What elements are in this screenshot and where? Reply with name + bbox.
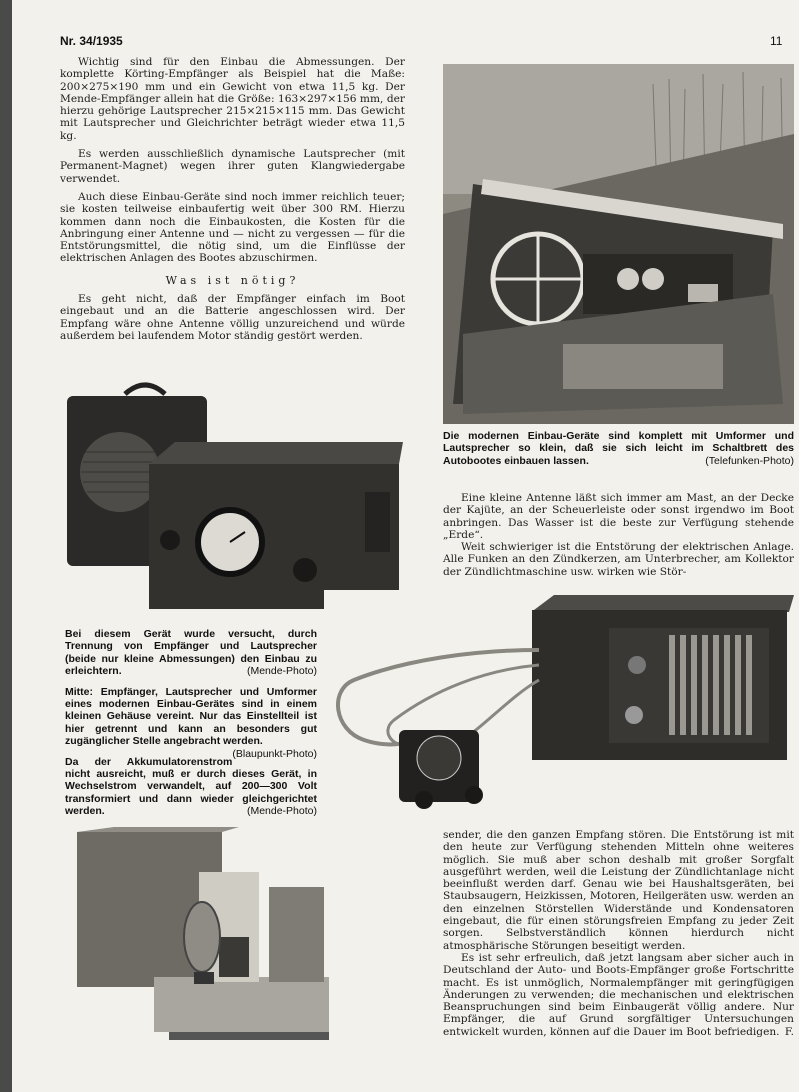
signature: F. <box>784 1026 794 1039</box>
caption-text: Die modernen Einbau-Geräte sind komplett mit Umformer und Lautsprecher so klein, daß sie sich leicht im Schaltbrett des Autobootes einbauen lassen. <box>443 430 794 467</box>
paragraph: Wichtig sind für den Einbau die Abmessungen. Der komplette Körting-Empfänger als Beispiel hat die Maße: 200×275×190 mm und ein Gewicht von etwa 11,5 kg. Der Mende-Empfänger allein hat die Größe: 163×297×156 mm, der hierzu gehörige Lautsprecher 215×215×115 mm. Das Gewicht mit Lautsprecher und Gleichrichter beträgt wieder etwa 11,5 kg. <box>60 56 405 142</box>
right-column-bottom-text <box>443 829 794 1038</box>
combined-set-image <box>324 590 794 822</box>
right-column-top-text <box>443 492 794 578</box>
paragraph: Es geht nicht, daß der Empfänger einfach im Boot eingebaut und an die Batterie angeschlossen wird. Der Empfang wäre ohne Antenne völlig unzureichend und würde außerdem bei laufendem Motor ständig gestört werden. <box>60 293 405 342</box>
photo-credit: (Blaupunkt-Photo) <box>232 747 317 760</box>
captions-left <box>65 628 317 826</box>
page-number: 11 <box>770 34 783 48</box>
paragraph: Auch diese Einbau-Geräte sind noch immer reichlich teuer; sie kosten teilweise einbaufertig weit über 300 RM. Hierzu kommen dann noch die Einbaukosten, die Kosten für die Anbringung einer Antenne und — nicht zu vergessen — für die Entstörungsmittel, die nötig sind, um die Einflüsse der elektrischen Anlagen des Bootes abzuschirmen. <box>60 190 405 265</box>
photo-credit: (Mende-Photo) <box>246 805 317 818</box>
receiver-speaker-image <box>65 372 403 617</box>
converter-image <box>74 827 344 1047</box>
caption-converter <box>65 756 317 818</box>
caption-text: Da der Akkumulatorenstrom nicht ausreicht, muß er durch dieses Gerät, in Wechselstrom verwandelt, auf 200—300 Volt transformiert und dann wieder gleichgerichtet werden. <box>65 755 317 818</box>
paragraph: sender, die den ganzen Empfang stören. Die Entstörung ist mit den heute zur Verfügung stehenden Mitteln ohne weiteres möglich. Sie muß aber schon deshalb mit großer Sorgfalt ausgeführt werden, weil die Leistung der Zündlichtanlage nicht beeinflußt werden darf. Genau wie bei Haushaltsgeräten, bei Staubsaugern, Heizkissen, Motoren, Heilgeräten usw. werden an den einzelnen Störstellen Widerstände und Kondensatoren eingebaut, die für einen störungsfreien Empfang zu jeder Zeit sorgen. Selbstverständlich können hierdurch nicht atmosphärische Störungen beseitigt werden. <box>443 829 794 952</box>
issue-number: Nr. 34/1935 <box>60 34 123 48</box>
converter-photo <box>74 827 344 1047</box>
caption-middle <box>65 685 317 760</box>
caption-boat <box>443 430 794 475</box>
combined-set-photo <box>324 590 794 822</box>
paragraph: Eine kleine Antenne läßt sich immer am Mast, an der Decke der Kajüte, an der Scheuerleiste oder sonst irgendwo im Boot anbringen. Das Wasser ist die beste zur Verfügung stehende „Erde“. <box>443 492 794 541</box>
photo-credit: (Mende-Photo) <box>246 665 317 678</box>
paragraph: Weit schwieriger ist die Entstörung der elektrischen Anlage. Alle Funken an den Zündkerzen, am Unterbrecher, am Kollektor der Zündlichtmaschine usw. wirken wie Stör- <box>443 541 794 578</box>
receiver-speaker-photo <box>65 372 403 617</box>
boat-dashboard-photo <box>443 64 794 424</box>
section-heading: Was ist nötig? <box>165 273 300 287</box>
left-column-text <box>60 56 405 342</box>
boat-dashboard-image <box>443 64 794 424</box>
caption-text: Bei diesem Gerät wurde versucht, durch Trennung von Empfänger und Lautsprecher (beide nur kleine Abmessungen) den Einbau zu erleichtern. <box>65 628 317 678</box>
caption-text: Mitte: Empfänger, Lautsprecher und Umformer eines modernen Einbau-Gerätes sind in einem kleinen Gehäuse vereint. Nur das Einstellteil ist hier getrennt und kann an besonders gut zugänglicher Stelle angebracht werden. <box>65 685 317 748</box>
paragraph: Es ist sehr erfreulich, daß jetzt langsam aber sicher auch in Deutschland der Auto- und Boots-Empfänger große Fortschritte macht. Es ist unmöglich, Normalempfänger mit geringfügigen Änderungen zu verwenden; die mechanischen und elektrischen Beanspruchungen sind beim Einbaugerät völlig andere. Nur Empfänger, die auf Grund sorgfältiger Untersuchungen entwickelt wurden, können auf die Dauer im Boot befriedigen. <box>443 951 794 1038</box>
photo-credit: (Telefunken-Photo) <box>705 454 794 467</box>
caption-receiver-speaker <box>65 628 317 678</box>
magazine-page <box>12 0 799 1092</box>
paragraph: Es werden ausschließlich dynamische Lautsprecher (mit Permanent-Magnet) wegen ihrer guten Klangwiedergabe verwendet. <box>60 148 405 185</box>
